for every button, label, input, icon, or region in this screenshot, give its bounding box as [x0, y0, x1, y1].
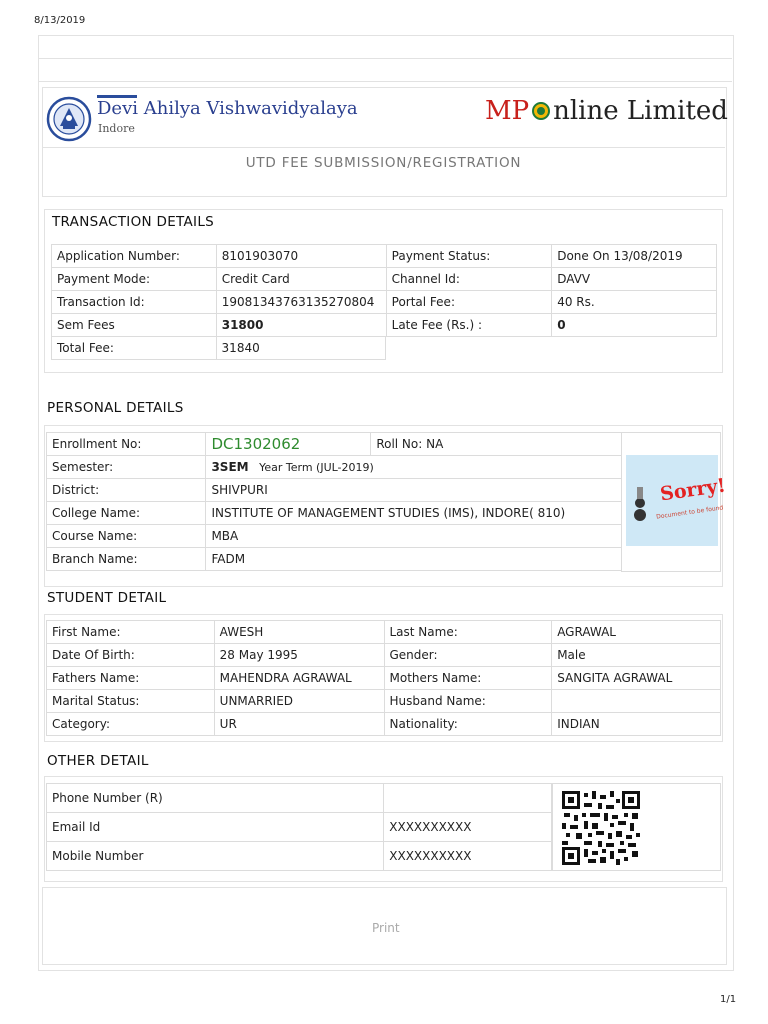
payment-status-label: Payment Status: — [386, 245, 552, 268]
brand-rest-text: nline Limited — [553, 96, 728, 126]
table-row — [47, 525, 622, 548]
application-number-value: 8101903070 — [216, 245, 386, 268]
table-row — [47, 502, 622, 525]
student-title: STUDENT DETAIL — [47, 590, 167, 606]
table-row — [52, 314, 717, 337]
transaction-id-label: Transaction Id: — [52, 291, 217, 314]
nationality-label: Nationality: — [384, 713, 552, 736]
marital-status-label: Marital Status: — [47, 690, 215, 713]
enrollment-value: DC1302062 — [206, 433, 371, 456]
transaction-title: TRANSACTION DETAILS — [52, 214, 215, 230]
course-label: Course Name: — [47, 525, 206, 548]
table-row — [52, 245, 717, 268]
table-row — [47, 644, 721, 667]
channel-id-value: DAVV — [552, 268, 717, 291]
student-photo-placeholder — [626, 455, 728, 546]
table-row — [47, 456, 622, 479]
print-button[interactable]: Print — [372, 921, 400, 935]
gender-value: Male — [552, 644, 721, 667]
last-name-label: Last Name: — [384, 621, 552, 644]
fathers-name-label: Fathers Name: — [47, 667, 215, 690]
transaction-id-value: 19081343763135270804 — [216, 291, 386, 314]
email-label: Email Id — [47, 813, 384, 842]
table-row — [47, 479, 622, 502]
course-value: MBA — [206, 525, 622, 548]
enrollment-label: Enrollment No: — [47, 433, 206, 456]
table-row — [52, 337, 386, 360]
photo-sorry-text: Sorry! — [658, 474, 728, 506]
photo-subtext: Document to be found — [655, 504, 724, 521]
sem-fees-label: Sem Fees — [52, 314, 217, 337]
portal-fee-value: 40 Rs. — [552, 291, 717, 314]
college-value: INSTITUTE OF MANAGEMENT STUDIES (IMS), INDORE( 810) — [206, 502, 622, 525]
nationality-value: INDIAN — [552, 713, 721, 736]
brand-mp-text: MP — [485, 96, 530, 126]
semester-value: 3SEM — [211, 460, 249, 474]
other-table — [46, 783, 552, 871]
table-row — [47, 842, 552, 871]
late-fee-value: 0 — [552, 314, 717, 337]
dob-label: Date Of Birth: — [47, 644, 215, 667]
first-name-label: First Name: — [47, 621, 215, 644]
last-name-value: AGRAWAL — [552, 621, 721, 644]
mothers-name-label: Mothers Name: — [384, 667, 552, 690]
mponline-logo — [485, 96, 728, 126]
university-city: Indore — [98, 122, 135, 135]
channel-id-label: Channel Id: — [386, 268, 552, 291]
transaction-table — [51, 244, 717, 337]
personal-table — [46, 432, 622, 571]
total-fee-label: Total Fee: — [52, 337, 217, 360]
application-number-label: Application Number: — [52, 245, 217, 268]
page-number: 1/1 — [720, 994, 737, 1005]
table-row — [47, 433, 622, 456]
first-name-value: AWESH — [214, 621, 384, 644]
globe-icon — [531, 101, 551, 121]
email-value: XXXXXXXXXX — [384, 813, 552, 842]
sem-fees-value: 31800 — [216, 314, 386, 337]
fathers-name-value: MAHENDRA AGRAWAL — [214, 667, 384, 690]
mobile-label: Mobile Number — [47, 842, 384, 871]
marital-status-value: UNMARRIED — [214, 690, 384, 713]
mobile-value: XXXXXXXXXX — [384, 842, 552, 871]
payment-status-value: Done On 13/08/2019 — [552, 245, 717, 268]
category-value: UR — [214, 713, 384, 736]
personal-title: PERSONAL DETAILS — [47, 400, 184, 416]
semester-cell — [206, 456, 622, 479]
print-date: 8/13/2019 — [34, 15, 86, 26]
table-row — [47, 813, 552, 842]
phone-value — [384, 784, 552, 813]
qr-code-icon — [562, 791, 640, 865]
total-fee-value: 31840 — [216, 337, 385, 360]
table-row — [47, 548, 622, 571]
table-row — [47, 667, 721, 690]
table-row — [47, 621, 721, 644]
dob-value: 28 May 1995 — [214, 644, 384, 667]
year-term: Year Term (JUL-2019) — [259, 461, 374, 474]
university-logo-icon — [46, 96, 92, 142]
payment-mode-label: Payment Mode: — [52, 268, 217, 291]
category-label: Category: — [47, 713, 215, 736]
other-title: OTHER DETAIL — [47, 753, 149, 769]
roll-number: Roll No: NA — [371, 433, 622, 456]
gender-label: Gender: — [384, 644, 552, 667]
university-name: Devi Ahilya Vishwavidyalaya — [97, 98, 358, 119]
table-row — [47, 690, 721, 713]
table-row — [52, 268, 717, 291]
district-label: District: — [47, 479, 206, 502]
district-value: SHIVPURI — [206, 479, 622, 502]
student-table — [46, 620, 721, 736]
late-fee-label: Late Fee (Rs.) : — [386, 314, 552, 337]
mothers-name-value: SANGITA AGRAWAL — [552, 667, 721, 690]
form-title: UTD FEE SUBMISSION/REGISTRATION — [245, 155, 522, 171]
semester-label: Semester: — [47, 456, 206, 479]
husband-name-label: Husband Name: — [384, 690, 552, 713]
phone-label: Phone Number (R) — [47, 784, 384, 813]
table-row — [47, 784, 552, 813]
husband-name-value — [552, 690, 721, 713]
college-label: College Name: — [47, 502, 206, 525]
table-row — [52, 291, 717, 314]
table-row — [47, 713, 721, 736]
branch-value: FADM — [206, 548, 622, 571]
total-fee-table — [51, 336, 386, 360]
portal-fee-label: Portal Fee: — [386, 291, 552, 314]
payment-mode-value: Credit Card — [216, 268, 386, 291]
branch-label: Branch Name: — [47, 548, 206, 571]
